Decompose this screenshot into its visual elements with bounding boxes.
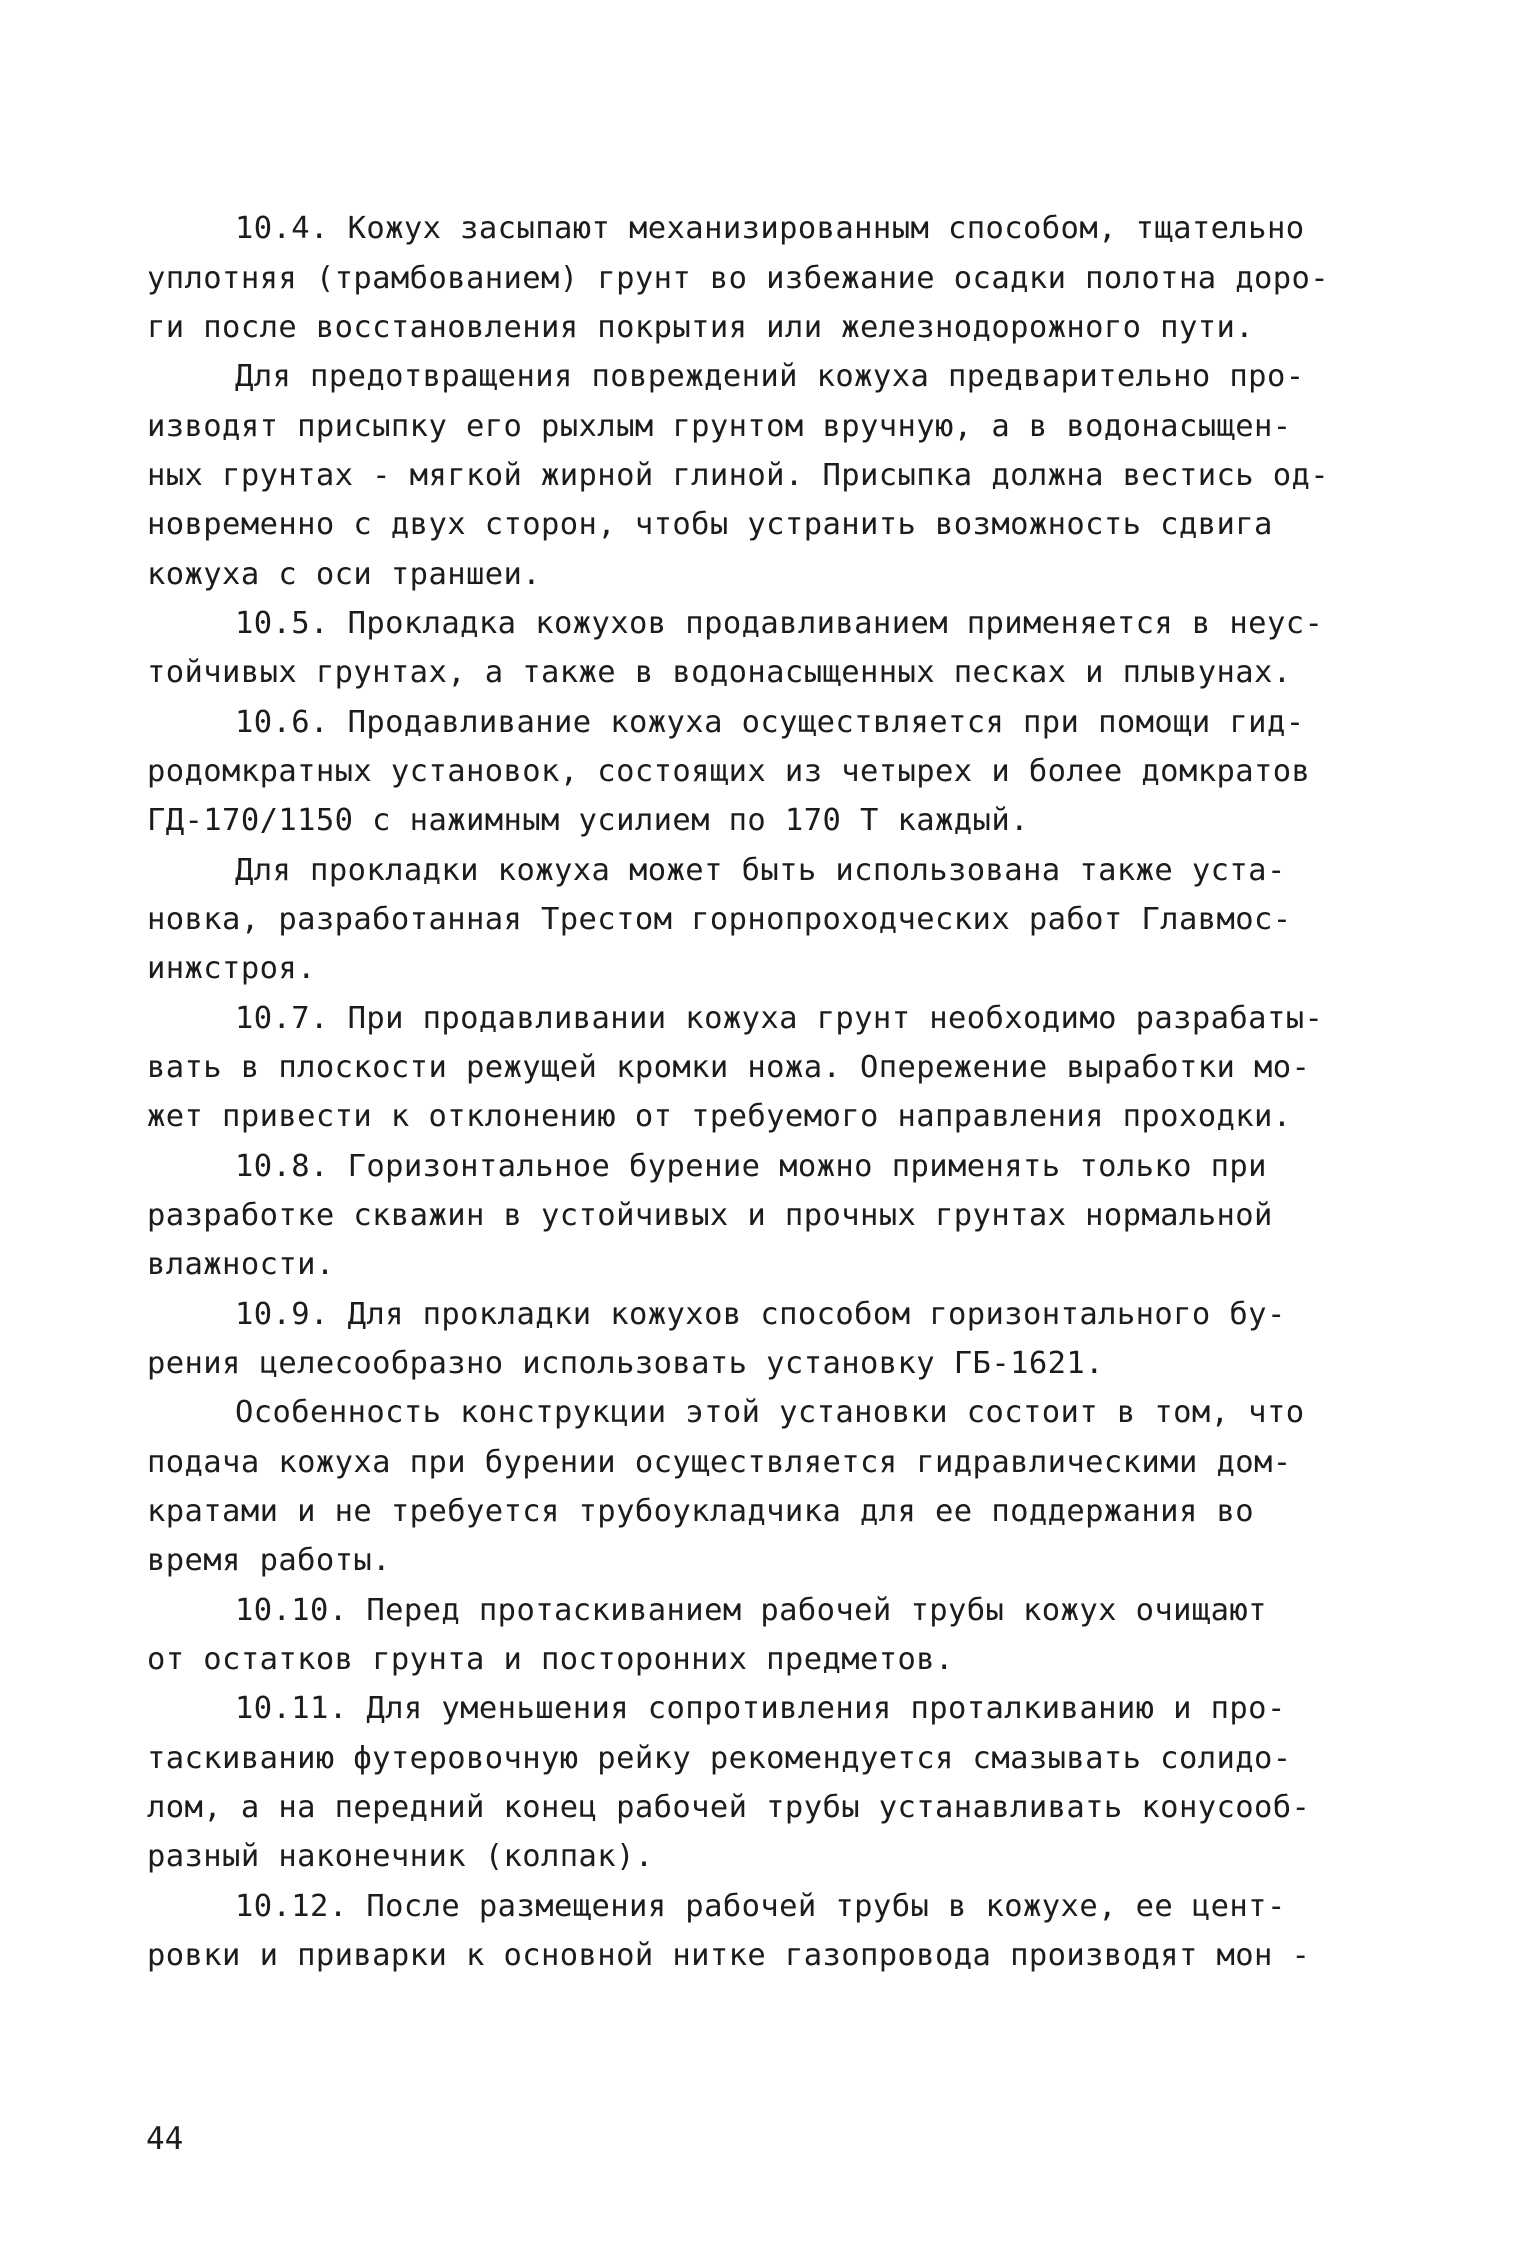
text-line: ных грунтах - мягкой жирной глиной. Присыпка должна вестись од- bbox=[147, 458, 1330, 493]
text-line: ровки и приварки к основной нитке газопровода производят мон - bbox=[147, 1938, 1311, 1973]
text-line: Для прокладки кожуха может быть использована также уста- bbox=[235, 853, 1286, 888]
text-line: 10.7. При продавливании кожуха грунт необходимо разрабаты- bbox=[235, 1001, 1324, 1036]
text-line: новременно с двух сторон, чтобы устранить возможность сдвига bbox=[147, 507, 1273, 542]
text-line: от остатков грунта и посторонних предметов. bbox=[147, 1642, 954, 1677]
text-line: уплотняя (трамбованием) грунт во избежание осадки полотна доро- bbox=[147, 261, 1330, 296]
text-line: 10.5. Прокладка кожухов продавливанием применяется в неус- bbox=[235, 606, 1324, 641]
text-line: вать в плоскости режущей кромки ножа. Опережение выработки мо- bbox=[147, 1050, 1311, 1085]
text-line: влажности. bbox=[147, 1247, 335, 1282]
text-line: ги после восстановления покрытия или железнодорожного пути. bbox=[147, 310, 1254, 345]
text-line: Особенность конструкции этой установки состоит в том, что bbox=[235, 1395, 1305, 1430]
text-line: разный наконечник (колпак). bbox=[147, 1839, 654, 1874]
text-line: 10.9. Для прокладки кожухов способом горизонтального бу- bbox=[235, 1297, 1286, 1332]
text-line: инжстроя. bbox=[147, 951, 316, 986]
text-line: лом, а на передний конец рабочей трубы устанавливать конусооб- bbox=[147, 1790, 1311, 1825]
text-line: 10.6. Продавливание кожуха осуществляется при помощи гид- bbox=[235, 705, 1305, 740]
text-line: 10.4. Кожух засыпают механизированным способом, тщательно bbox=[235, 211, 1305, 246]
page-number: 44 bbox=[146, 2121, 184, 2157]
text-line: ГД-170/1150 с нажимным усилием по 170 Т каждый. bbox=[147, 803, 1029, 838]
text-line: изводят присыпку его рыхлым грунтом вручную, а в водонасыщен- bbox=[147, 409, 1292, 444]
text-line: таскиванию футеровочную рейку рекомендуется смазывать солидо- bbox=[147, 1741, 1292, 1776]
text-line: тойчивых грунтах, а также в водонасыщенных песках и плывунах. bbox=[147, 655, 1292, 690]
text-line: разработке скважин в устойчивых и прочных грунтах нормальной bbox=[147, 1198, 1273, 1233]
text-line: кожуха с оси траншеи. bbox=[147, 557, 542, 592]
text-line: 10.11. Для уменьшения сопротивления проталкиванию и про- bbox=[235, 1691, 1286, 1726]
text-line: Для предотвращения повреждений кожуха предварительно про- bbox=[235, 359, 1305, 394]
text-line: рения целесообразно использовать установку ГБ-1621. bbox=[147, 1346, 1104, 1381]
text-line: время работы. bbox=[147, 1543, 391, 1578]
text-line: родомкратных установок, состоящих из четырех и более домкратов bbox=[147, 754, 1311, 789]
text-line: 10.8. Горизонтальное бурение можно применять только при bbox=[235, 1149, 1267, 1184]
text-line: новка, разработанная Трестом горнопроходческих работ Главмос- bbox=[147, 902, 1292, 937]
text-line: жет привести к отклонению от требуемого направления проходки. bbox=[147, 1099, 1292, 1134]
text-line: подача кожуха при бурении осуществляется гидравлическими дом- bbox=[147, 1445, 1292, 1480]
text-line: кратами и не требуется трубоукладчика для ее поддержания во bbox=[147, 1494, 1254, 1529]
text-line: 10.10. Перед протаскиванием рабочей трубы кожух очищают bbox=[235, 1593, 1267, 1628]
text-line: 10.12. После размещения рабочей трубы в кожухе, ее цент- bbox=[235, 1889, 1286, 1924]
